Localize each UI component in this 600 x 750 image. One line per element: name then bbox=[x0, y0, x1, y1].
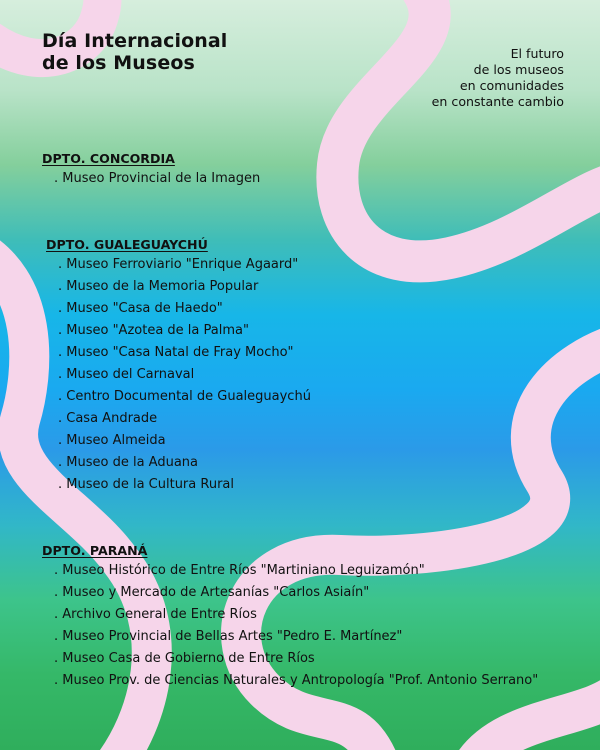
section-heading-concordia: DPTO. CONCORDIA bbox=[42, 151, 175, 166]
museum-list-concordia bbox=[42, 168, 260, 190]
list-item: . Museo Provincial de la Imagen bbox=[54, 168, 260, 190]
list-item: . Museo de la Memoria Popular bbox=[58, 276, 311, 298]
ribbon-top-right bbox=[337, 0, 600, 261]
list-item: . Museo Prov. de Ciencias Naturales y Antropología "Prof. Antonio Serrano" bbox=[54, 670, 538, 692]
list-item: . Museo del Carnaval bbox=[58, 364, 311, 386]
list-item: . Museo "Azotea de la Palma" bbox=[58, 320, 311, 342]
list-item: . Museo "Casa Natal de Fray Mocho" bbox=[58, 342, 311, 364]
section-concordia bbox=[42, 150, 260, 190]
subtitle-line-1: El futuro bbox=[510, 46, 564, 61]
list-item: . Museo de la Aduana bbox=[58, 452, 311, 474]
list-item: . Museo Provincial de Bellas Artes "Pedro E. Martínez" bbox=[54, 626, 538, 648]
section-gualeguaychu bbox=[46, 236, 311, 496]
list-item: . Museo de la Cultura Rural bbox=[58, 474, 311, 496]
subtitle-line-2: de los museos bbox=[473, 62, 564, 77]
page-title bbox=[42, 30, 227, 74]
title-line-2: de los Museos bbox=[42, 52, 195, 74]
list-item: . Museo "Casa de Haedo" bbox=[58, 298, 311, 320]
list-item: . Casa Andrade bbox=[58, 408, 311, 430]
list-item: . Archivo General de Entre Ríos bbox=[54, 604, 538, 626]
section-heading-parana: DPTO. PARANÁ bbox=[42, 543, 148, 558]
subtitle bbox=[432, 46, 564, 110]
list-item: . Museo y Mercado de Artesanías "Carlos Asiaín" bbox=[54, 582, 538, 604]
museum-list-gualeguaychu bbox=[46, 254, 311, 496]
list-item: . Museo Almeida bbox=[58, 430, 311, 452]
list-item: . Museo Ferroviario "Enrique Agaard" bbox=[58, 254, 311, 276]
list-item: . Museo Casa de Gobierno de Entre Ríos bbox=[54, 648, 538, 670]
section-heading-gualeguaychu: DPTO. GUALEGUAYCHÚ bbox=[46, 237, 208, 252]
subtitle-line-3: en comunidades bbox=[459, 78, 564, 93]
list-item: . Centro Documental de Gualeguaychú bbox=[58, 386, 311, 408]
ribbon-bottom-right bbox=[470, 690, 600, 750]
subtitle-line-4: en constante cambio bbox=[431, 94, 564, 109]
museum-list-parana bbox=[42, 560, 538, 692]
section-parana bbox=[42, 542, 538, 692]
list-item: . Museo Histórico de Entre Ríos "Martiniano Leguizamón" bbox=[54, 560, 538, 582]
title-line-1: Día Internacional bbox=[42, 30, 228, 52]
